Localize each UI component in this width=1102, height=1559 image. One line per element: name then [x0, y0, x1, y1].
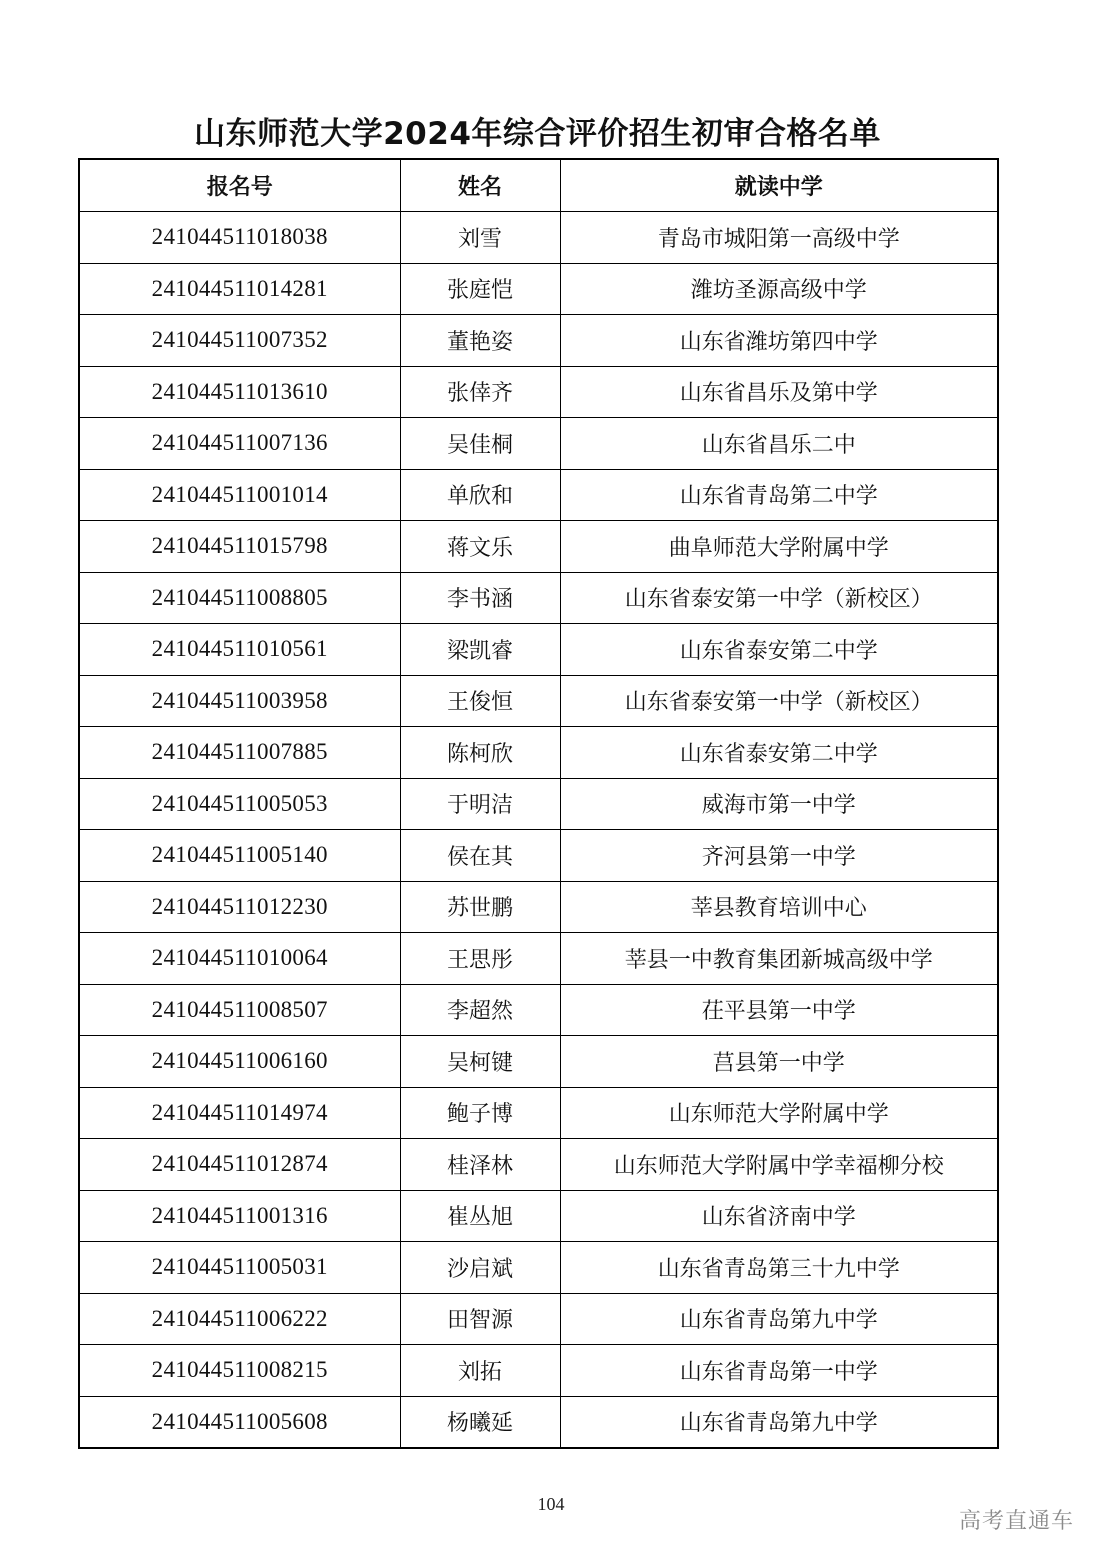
cell-school: 山东省青岛第一中学: [560, 1345, 998, 1397]
cell-school: 山东省青岛第九中学: [560, 1396, 998, 1448]
cell-school: 齐河县第一中学: [560, 830, 998, 882]
cell-name: 田智源: [400, 1293, 560, 1345]
cell-name: 杨曦延: [400, 1396, 560, 1448]
cell-registration-number: 241044511008507: [79, 984, 400, 1036]
page-number: 104: [537, 1494, 565, 1514]
cell-school: 山东省泰安第一中学（新校区）: [560, 675, 998, 727]
cell-school: 山东师范大学附属中学幸福柳分校: [560, 1139, 998, 1191]
table-row: [79, 1087, 998, 1139]
header-name: 姓名: [400, 159, 560, 212]
table-row: [79, 1396, 998, 1448]
cell-school: 山东省泰安第一中学（新校区）: [560, 572, 998, 624]
admission-list-table: [78, 158, 999, 1449]
cell-name: 董艳姿: [400, 315, 560, 367]
cell-name: 吴佳桐: [400, 418, 560, 470]
table-row: [79, 778, 998, 830]
cell-registration-number: 241044511005053: [79, 778, 400, 830]
cell-school: 山东省昌乐及第中学: [560, 366, 998, 418]
cell-registration-number: 241044511005608: [79, 1396, 400, 1448]
table-row: [79, 881, 998, 933]
cell-registration-number: 241044511010064: [79, 933, 400, 985]
cell-name: 张庭恺: [400, 263, 560, 315]
table-row: [79, 521, 998, 573]
cell-school: 山东省青岛第二中学: [560, 469, 998, 521]
cell-registration-number: 241044511008215: [79, 1345, 400, 1397]
cell-school: 山东省泰安第二中学: [560, 727, 998, 779]
cell-registration-number: 241044511001316: [79, 1190, 400, 1242]
cell-registration-number: 241044511018038: [79, 212, 400, 264]
cell-school: 山东省泰安第二中学: [560, 624, 998, 676]
cell-name: 梁凯睿: [400, 624, 560, 676]
table-row: [79, 1293, 998, 1345]
cell-school: 山东师范大学附属中学: [560, 1087, 998, 1139]
table-row: [79, 1036, 998, 1088]
cell-name: 侯在其: [400, 830, 560, 882]
table-row: [79, 727, 998, 779]
cell-name: 桂泽林: [400, 1139, 560, 1191]
cell-school: 曲阜师范大学附属中学: [560, 521, 998, 573]
cell-registration-number: 241044511012230: [79, 881, 400, 933]
cell-name: 鲍子博: [400, 1087, 560, 1139]
cell-name: 刘雪: [400, 212, 560, 264]
cell-registration-number: 241044511007885: [79, 727, 400, 779]
cell-school: 山东省济南中学: [560, 1190, 998, 1242]
cell-school: 莘县一中教育集团新城高级中学: [560, 933, 998, 985]
table-row: [79, 418, 998, 470]
cell-name: 苏世鹏: [400, 881, 560, 933]
cell-registration-number: 241044511013610: [79, 366, 400, 418]
table-row: [79, 263, 998, 315]
table-row: [79, 1139, 998, 1191]
cell-name: 李书涵: [400, 572, 560, 624]
cell-name: 陈柯欣: [400, 727, 560, 779]
cell-name: 李超然: [400, 984, 560, 1036]
cell-name: 吴柯键: [400, 1036, 560, 1088]
table-row: [79, 315, 998, 367]
cell-school: 山东省潍坊第四中学: [560, 315, 998, 367]
cell-registration-number: 241044511007136: [79, 418, 400, 470]
header-school: 就读中学: [560, 159, 998, 212]
cell-name: 王俊恒: [400, 675, 560, 727]
cell-name: 崔丛旭: [400, 1190, 560, 1242]
cell-registration-number: 241044511006222: [79, 1293, 400, 1345]
cell-school: 莘县教育培训中心: [560, 881, 998, 933]
table-row: [79, 1345, 998, 1397]
page-title: 山东师范大学2024年综合评价招生初审合格名单: [194, 116, 881, 152]
cell-school: 青岛市城阳第一高级中学: [560, 212, 998, 264]
table-row: [79, 366, 998, 418]
table-row: [79, 830, 998, 882]
table-row: [79, 212, 998, 264]
cell-registration-number: 241044511006160: [79, 1036, 400, 1088]
cell-registration-number: 241044511005140: [79, 830, 400, 882]
cell-name: 张倖齐: [400, 366, 560, 418]
table-body: [79, 212, 998, 1449]
cell-name: 单欣和: [400, 469, 560, 521]
cell-name: 蒋文乐: [400, 521, 560, 573]
cell-registration-number: 241044511007352: [79, 315, 400, 367]
cell-registration-number: 241044511014281: [79, 263, 400, 315]
cell-school: 山东省昌乐二中: [560, 418, 998, 470]
cell-registration-number: 241044511003958: [79, 675, 400, 727]
cell-registration-number: 241044511001014: [79, 469, 400, 521]
cell-name: 沙启斌: [400, 1242, 560, 1294]
cell-school: 潍坊圣源高级中学: [560, 263, 998, 315]
watermark-logo-text: 高考直通车: [958, 1509, 1074, 1534]
table-header-row: [79, 159, 998, 212]
table-row: [79, 933, 998, 985]
table-row: [79, 984, 998, 1036]
cell-name: 刘拓: [400, 1345, 560, 1397]
table-row: [79, 469, 998, 521]
cell-registration-number: 241044511010561: [79, 624, 400, 676]
cell-registration-number: 241044511008805: [79, 572, 400, 624]
cell-registration-number: 241044511015798: [79, 521, 400, 573]
cell-school: 茌平县第一中学: [560, 984, 998, 1036]
table-row: [79, 624, 998, 676]
table-row: [79, 675, 998, 727]
header-registration-number: 报名号: [79, 159, 400, 212]
cell-registration-number: 241044511005031: [79, 1242, 400, 1294]
table-row: [79, 572, 998, 624]
cell-registration-number: 241044511014974: [79, 1087, 400, 1139]
cell-school: 山东省青岛第九中学: [560, 1293, 998, 1345]
cell-registration-number: 241044511012874: [79, 1139, 400, 1191]
table-row: [79, 1242, 998, 1294]
cell-school: 莒县第一中学: [560, 1036, 998, 1088]
cell-school: 山东省青岛第三十九中学: [560, 1242, 998, 1294]
cell-school: 威海市第一中学: [560, 778, 998, 830]
table-row: [79, 1190, 998, 1242]
cell-name: 王思彤: [400, 933, 560, 985]
cell-name: 于明洁: [400, 778, 560, 830]
